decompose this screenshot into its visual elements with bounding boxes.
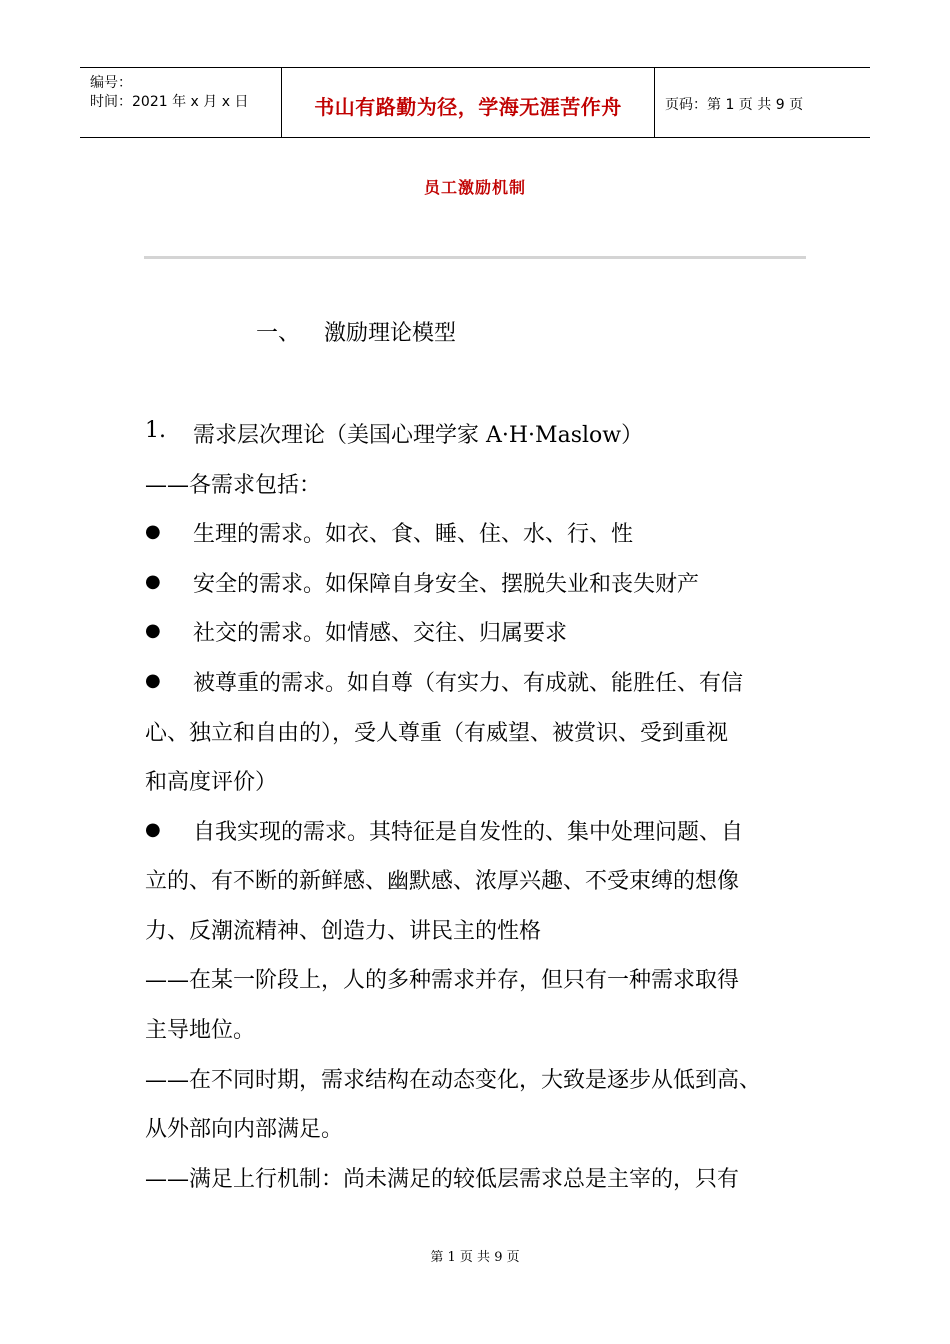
bullet-icon: ● [145, 819, 161, 840]
bullet-icon: ● [145, 620, 161, 641]
paragraph-1-line-1: ——在某一阶段上，人的多种需求并存，但只有一种需求取得 [145, 968, 740, 993]
paragraph-1-line-2: 主导地位。 [145, 1018, 256, 1043]
document-number-label: 编号： [90, 75, 132, 91]
document-header-table [80, 67, 870, 138]
bullet-esteem-line-1: 被尊重的需求。如自尊（有实力、有成就、能胜任、有信 [193, 671, 744, 696]
section-title: 激励理论模型 [324, 321, 457, 346]
bullet-self-actualization-line-1: 自我实现的需求。其特征是自发性的、集中处理问题、自 [193, 820, 744, 845]
paragraph-3-line-1: ——满足上行机制：尚未满足的较低层需求总是主宰的，只有 [145, 1167, 740, 1192]
bullet-icon: ● [145, 521, 161, 542]
bullet-social: 社交的需求。如情感、交往、归属要求 [193, 621, 568, 646]
paragraph-2-line-2: 从外部向内部满足。 [145, 1117, 344, 1142]
bullet-esteem-line-2: 心、独立和自由的），受人尊重（有威望、被赏识、受到重视 [145, 721, 729, 746]
bullet-physiological: 生理的需求。如衣、食、睡、住、水、行、性 [193, 522, 634, 547]
paragraph-2-line-1: ——在不同时期，需求结构在动态变化，大致是逐步从低到高、 [145, 1068, 762, 1093]
bullet-icon: ● [145, 670, 161, 691]
header-cell-page [655, 68, 870, 137]
bullet-esteem-line-3: 和高度评价） [145, 770, 278, 795]
header-page-label: 页码：第 1 页 共 9 页 [665, 97, 804, 113]
needs-lead-line: ——各需求包括： [145, 473, 322, 498]
item-text: 需求层次理论（美国心理学家 A·H·Maslow） [193, 423, 644, 448]
item-number: 1. [145, 418, 166, 443]
bullet-self-actualization-line-3: 力、反潮流精神、创造力、讲民主的性格 [145, 919, 542, 944]
bullet-safety: 安全的需求。如保障自身安全、摆脱失业和丧失财产 [193, 572, 700, 597]
section-number: 一、 [256, 321, 301, 346]
page-footer: 第 1 页 共 9 页 [430, 1250, 520, 1265]
document-time-label: 时间：2021 年 x 月 x 日 [90, 94, 249, 110]
bullet-self-actualization-line-2: 立的、有不断的新鲜感、幽默感、浓厚兴趣、不受束缚的想像 [145, 869, 740, 894]
bullet-icon: ● [145, 571, 161, 592]
document-title: 员工激励机制 [423, 178, 526, 197]
header-motto: 书山有路勤为径，学海无涯苦作舟 [314, 95, 622, 119]
header-cell-meta [80, 68, 282, 137]
header-cell-motto [282, 68, 655, 137]
title-divider [144, 256, 806, 259]
